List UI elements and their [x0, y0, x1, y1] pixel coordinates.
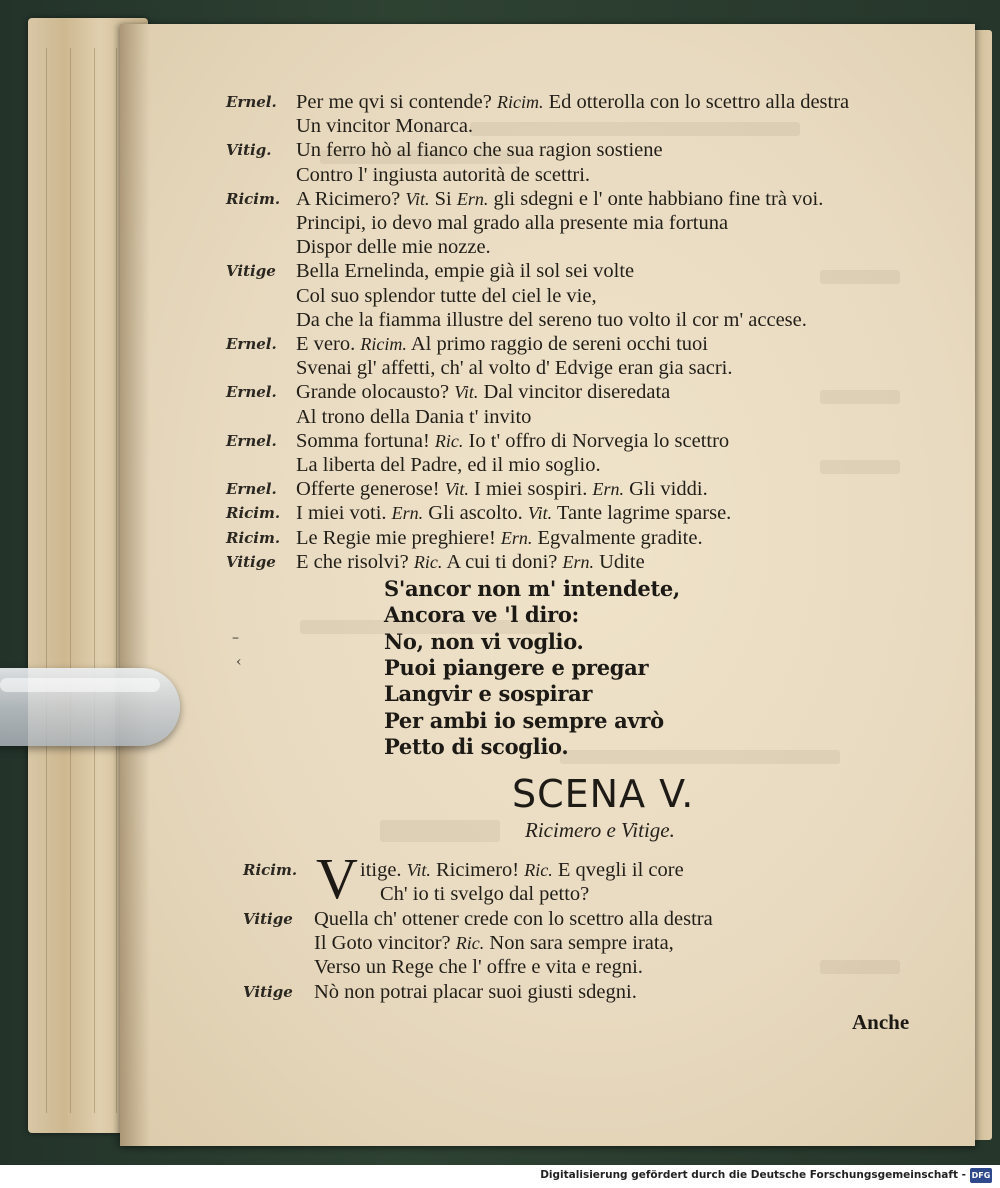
speaker-label: Vitige	[243, 909, 293, 928]
verse-line: Un ferro hò al fianco che sua ragion sostiene	[296, 139, 663, 162]
verse-line: E vero. Ricim. Al primo raggio de sereni occhi tuoi	[296, 333, 708, 355]
verse-line: Ch' io ti svelgo dal petto?	[380, 883, 590, 906]
speaker-label: Ernel.	[226, 335, 277, 353]
verse-line: Grande olocausto? Vit. Dal vincitor diseredata	[296, 381, 671, 404]
speaker-label: Ernel.	[226, 480, 277, 499]
verse-line: Per me qvi si contende? Ricim. Ed otterolla con lo scettro alla destra	[296, 91, 850, 113]
footer-credit: Digitalisierung gefördert durch die Deutsche Forschungsgemeinschaft -	[540, 1169, 966, 1181]
scene-title: SCENA V.	[512, 772, 695, 816]
verse-line: Le Regie mie preghiere! Ern. Egvalmente gradite.	[296, 526, 703, 549]
verse-line: Quella ch' ottener crede con lo scettro alla destra	[314, 907, 713, 930]
verse-line: Bella Ernelinda, empie già il sol sei volte	[296, 260, 635, 283]
verse-line: Da che la fiamma illustre del sereno tuo volto il cor m' accese.	[296, 308, 807, 331]
verse-line: I miei voti. Ern. Gli ascolto. Vit. Tante lagrime sparse.	[296, 502, 732, 525]
verse-line: Principi, io devo mal grado alla presente mia fortuna	[296, 212, 729, 234]
aria-line: Ancora ve 'l diro:	[384, 602, 580, 628]
verse-line: Un vincitor Monarca.	[296, 115, 474, 138]
margin-mark: ‹	[236, 654, 242, 670]
catchword: Anche	[852, 1010, 910, 1034]
aria-line: Petto di scoglio.	[384, 733, 569, 759]
verse-line: Nò non potrai placar suoi giusti sdegni.	[314, 980, 637, 1003]
speaker-label: Vitige	[243, 982, 293, 1001]
speaker-label: Ernel.	[226, 431, 277, 450]
verse-line: Il Goto vincitor? Ric. Non sara sempre irata,	[314, 931, 674, 954]
speaker-label: Ricim.	[226, 528, 281, 547]
speaker-label: Ernel.	[226, 93, 277, 111]
speaker-label: Vitige	[226, 552, 276, 571]
speaker-label: Vitige	[226, 262, 276, 281]
margin-mark: –	[232, 630, 239, 646]
verse-line: E che risolvi? Ric. A cui ti doni? Ern. Udite	[296, 550, 645, 573]
aria-line: Puoi piangere e pregar	[384, 654, 649, 680]
speaker-label: Ricim.	[243, 861, 298, 879]
verse-line: Dispor delle mie nozze.	[296, 236, 491, 259]
footer-bar	[0, 1165, 1000, 1188]
verse-line: Contro l' ingiusta autorità de scettri.	[296, 163, 591, 186]
verse-line: Verso un Rege che l' offre e vita e regni.	[314, 956, 643, 979]
verse-line: Al trono della Dania t' invito	[296, 405, 532, 428]
scene-subtitle: Ricimero e Vitige.	[525, 818, 675, 842]
verse-line: Svenai gl' affetti, ch' al volto d' Edvige eran gia sacri.	[296, 357, 733, 380]
verse-line: A Ricimero? Vit. Si Ern. gli sdegni e l' onte habbiano fine trà voi.	[296, 187, 824, 210]
speaker-label: Vitig.	[226, 141, 272, 160]
verse-line: La liberta del Padre, ed il mio soglio.	[296, 454, 601, 476]
speaker-label: Ricim.	[226, 189, 281, 208]
aria-line: Langvir e sospirar	[384, 681, 593, 707]
aria-line: S'ancor non m' intendete,	[384, 576, 680, 601]
verse-line: itige. Vit. Ricimero! Ric. E qvegli il core	[360, 859, 684, 881]
page-gutter	[120, 24, 150, 1146]
verse-line: Somma fortuna! Ric. Io t' offro di Norvegia lo scettro	[296, 429, 730, 452]
speaker-label: Ernel.	[226, 383, 277, 402]
aria-line: Per ambi io sempre avrò	[384, 707, 664, 733]
plastic-page-clip	[0, 668, 180, 746]
speaker-label: Ricim.	[226, 504, 281, 523]
dfg-logo: DFG	[970, 1168, 992, 1183]
verse-line: Offerte generose! Vit. I miei sospiri. Ern. Gli viddi.	[296, 478, 708, 501]
drop-cap: V	[316, 846, 358, 911]
aria-line: No, non vi voglio.	[384, 628, 584, 654]
verse-line: Col suo splendor tutte del ciel le vie,	[296, 284, 597, 307]
